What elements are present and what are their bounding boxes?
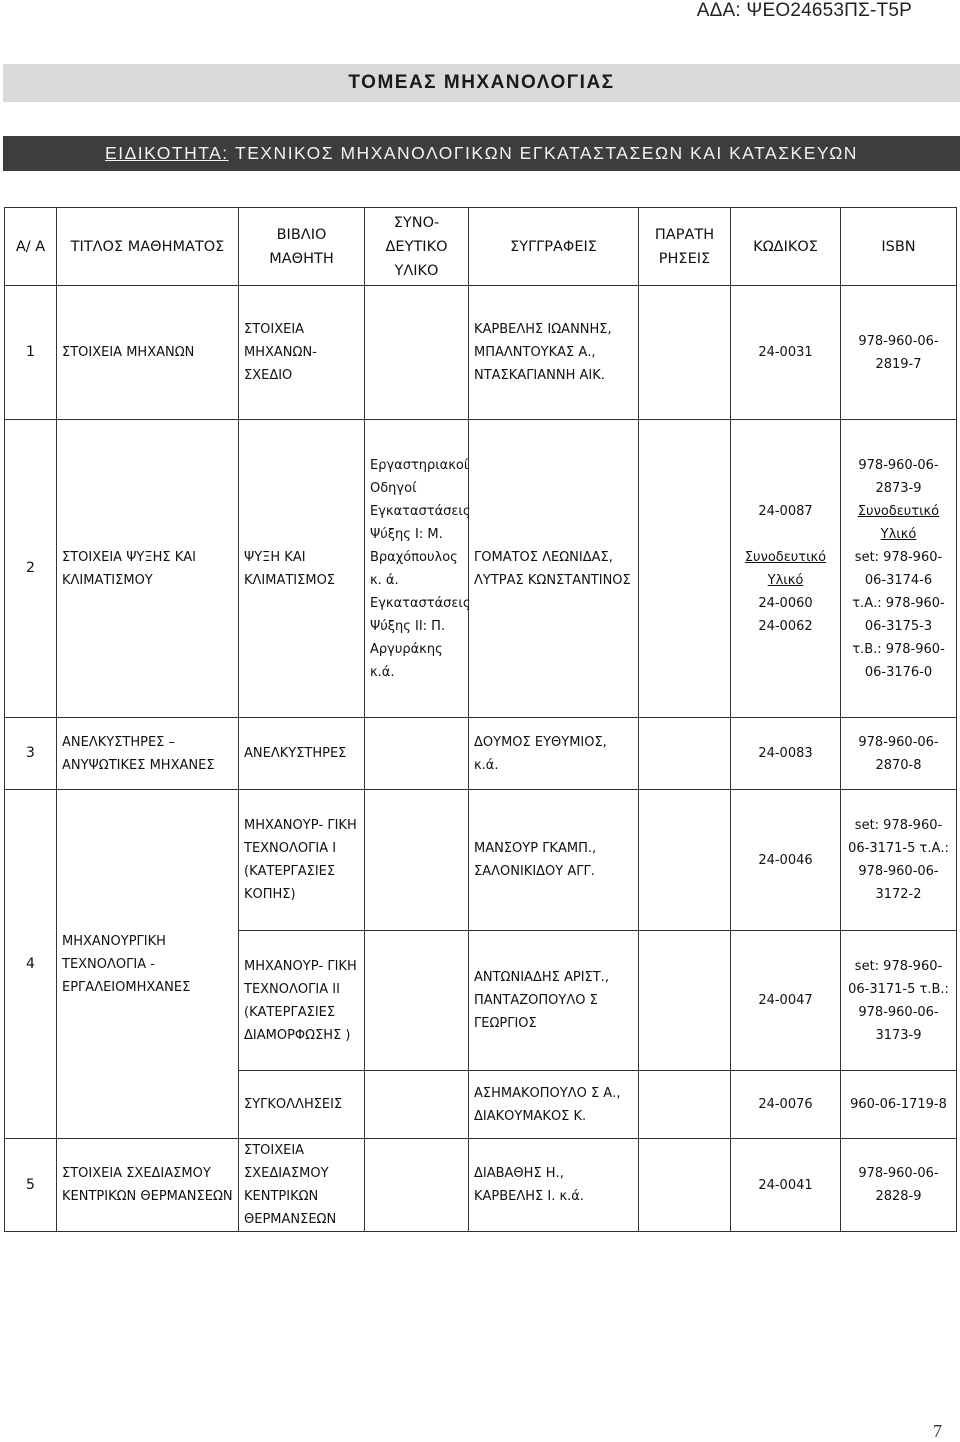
specialty-name: ΤΕΧΝΙΚΟΣ ΜΗΧΑΝΟΛΟΓΙΚΩΝ ΕΓΚΑΤΑΣΤΑΣΕΩΝ ΚΑΙ ΚΑΤΑΣΚΕΥΩΝ xyxy=(235,143,858,163)
table-row xyxy=(5,1139,957,1232)
row-notes xyxy=(639,286,731,420)
row-notes xyxy=(639,1071,731,1139)
row-aa: 2 xyxy=(5,420,57,718)
row-authors: ΔΟΥΜΟΣ ΕΥΘΥΜΙΟΣ, κ.ά. xyxy=(469,718,639,790)
row-code: 24-0046 xyxy=(731,790,841,931)
row-isbn: set: 978-960-06-3171-5 τ.Β.: 978-960-06-3173-9 xyxy=(841,931,957,1071)
row-authors: ΓΟΜΑΤΟΣ ΛΕΩΝΙΔΑΣ, ΛΥΤΡΑΣ ΚΩΝΣΤΑΝΤΙΝΟΣ xyxy=(469,420,639,718)
row-code: 24-0083 xyxy=(731,718,841,790)
row-notes xyxy=(639,1139,731,1232)
row-isbn: set: 978-960-06-3171-5 τ.Α.: 978-960-06-3172-2 xyxy=(841,790,957,931)
row-code: 24-0031 xyxy=(731,286,841,420)
sector-title-bar xyxy=(3,64,960,102)
row-aa: 3 xyxy=(5,718,57,790)
row-notes xyxy=(639,718,731,790)
row-supp xyxy=(365,1071,469,1139)
col-header-supp: ΣΥΝΟ- ΔΕΥΤΙΚΟ ΥΛΙΚΟ xyxy=(365,208,469,286)
row-authors: ΑΝΤΩΝΙΑΔΗΣ ΑΡΙΣΤ., ΠΑΝΤΑΖΟΠΟΥΛΟ Σ ΓΕΩΡΓΙΟΣ xyxy=(469,931,639,1071)
col-header-title: ΤΙΤΛΟΣ ΜΑΘΗΜΑΤΟΣ xyxy=(57,208,239,286)
row-title: ΑΝΕΛΚΥΣΤΗΡΕΣ – ΑΝΥΨΩΤΙΚΕΣ ΜΗΧΑΝΕΣ xyxy=(57,718,239,790)
row-notes xyxy=(639,420,731,718)
code-supp-label: Συνοδευτικό Υλικό xyxy=(744,549,827,588)
row-title: ΣΤΟΙΧΕΙΑ ΨΥΞΗΣ ΚΑΙ ΚΛΙΜΑΤΙΣΜΟΥ xyxy=(57,420,239,718)
row-notes xyxy=(639,790,731,931)
sector-title: ΤΟΜΕΑΣ ΜΗΧΑΝΟΛΟΓΙΑΣ xyxy=(348,72,615,93)
row-code: 24-0076 xyxy=(731,1071,841,1139)
table-row xyxy=(5,790,957,931)
row-aa: 1 xyxy=(5,286,57,420)
page-number: 7 xyxy=(933,1421,942,1441)
table-row xyxy=(5,286,957,420)
isbn-vol-b: τ.Β.: 978-960-06-3176-0 xyxy=(852,641,945,680)
row-supp xyxy=(365,790,469,931)
row-isbn: 978-960-06-2828-9 xyxy=(841,1139,957,1232)
row-supp xyxy=(365,931,469,1071)
row-code: 24-0041 xyxy=(731,1139,841,1232)
row-supp xyxy=(365,286,469,420)
table-row xyxy=(5,420,957,718)
col-header-aa: Α/ Α xyxy=(5,208,57,286)
row-supp xyxy=(365,1139,469,1232)
row-isbn: 960-06-1719-8 xyxy=(841,1071,957,1139)
row-title: ΣΤΟΙΧΕΙΑ ΜΗΧΑΝΩΝ xyxy=(57,286,239,420)
row-title: ΣΤΟΙΧΕΙΑ ΣΧΕΔΙΑΣΜΟΥ ΚΕΝΤΡΙΚΩΝ ΘΕΡΜΑΝΣΕΩΝ xyxy=(57,1139,239,1232)
row-isbn: 978-960-06-2870-8 xyxy=(841,718,957,790)
col-header-isbn: ISBN xyxy=(841,208,957,286)
row-aa: 4 xyxy=(5,790,57,1139)
col-header-code: ΚΩΔΙΚΟΣ xyxy=(731,208,841,286)
row-book: ΣΤΟΙΧΕΙΑ ΜΗΧΑΝΩΝ- ΣΧΕΔΙΟ xyxy=(239,286,365,420)
row-code xyxy=(731,420,841,718)
isbn-main: 978-960-06-2873-9 xyxy=(858,457,939,496)
row-isbn: 978-960-06-2819-7 xyxy=(841,286,957,420)
isbn-supp-label: Συνοδευτικό Υλικό xyxy=(857,503,940,542)
row-isbn xyxy=(841,420,957,718)
table-header-row xyxy=(5,208,957,286)
row-authors: ΚΑΡΒΕΛΗΣ ΙΩΑΝΝΗΣ, ΜΠΑΛΝΤΟΥΚΑΣ Α., ΝΤΑΣΚΑΓΙΑΝΝΗ ΑΙΚ. xyxy=(469,286,639,420)
row-book: ΜΗΧΑΝΟΥΡ- ΓΙΚΗ ΤΕΧΝΟΛΟΓΙΑ Ι (ΚΑΤΕΡΓΑΣΙΕΣ ΚΟΠΗΣ) xyxy=(239,790,365,931)
specialty-bar xyxy=(3,136,960,171)
code-main: 24-0087 xyxy=(758,503,813,519)
table-row xyxy=(5,718,957,790)
row-book: ΣΤΟΙΧΕΙΑ ΣΧΕΔΙΑΣΜΟΥ ΚΕΝΤΡΙΚΩΝ ΘΕΡΜΑΝΣΕΩΝ xyxy=(239,1139,365,1232)
row-authors: ΜΑΝΣΟΥΡ ΓΚΑΜΠ., ΣΑΛΟΝΙΚΙΔΟΥ ΑΓΓ. xyxy=(469,790,639,931)
row-title: ΜΗΧΑΝΟΥΡΓΙΚΗ ΤΕΧΝΟΛΟΓΙΑ - ΕΡΓΑΛΕΙΟΜΗΧΑΝΕΣ xyxy=(57,790,239,1139)
ada-code: ΑΔΑ: ΨΕΟ24653ΠΣ-Τ5Ρ xyxy=(696,0,912,21)
row-authors: ΑΣΗΜΑΚΟΠΟΥΛΟ Σ Α., ΔΙΑΚΟΥΜΑΚΟΣ Κ. xyxy=(469,1071,639,1139)
row-book: ΣΥΓΚΟΛΛΗΣΕΙΣ xyxy=(239,1071,365,1139)
specialty-label: ΕΙΔΙΚΟΤΗΤΑ: xyxy=(105,143,229,163)
row-book: ΜΗΧΑΝΟΥΡ- ΓΙΚΗ ΤΕΧΝΟΛΟΓΙΑ ΙΙ (ΚΑΤΕΡΓΑΣΙΕΣ ΔΙΑΜΟΡΦΩΣΗΣ ) xyxy=(239,931,365,1071)
row-aa: 5 xyxy=(5,1139,57,1232)
row-book: ΨΥΞΗ ΚΑΙ ΚΛΙΜΑΤΙΣΜΟΣ xyxy=(239,420,365,718)
isbn-set: set: 978-960-06-3174-6 xyxy=(854,549,943,588)
col-header-book: ΒΙΒΛΙΟ ΜΑΘΗΤΗ xyxy=(239,208,365,286)
row-code: 24-0047 xyxy=(731,931,841,1071)
row-authors: ΔΙΑΒΑΘΗΣ Η., ΚΑΡΒΕΛΗΣ Ι. κ.ά. xyxy=(469,1139,639,1232)
row-book: ΑΝΕΛΚΥΣΤΗΡΕΣ xyxy=(239,718,365,790)
row-supp: Εργαστηριακοί Οδηγοί Εγκαταστάσεις Ψύξης Ι: Μ. Βραχόπουλος κ. ά. Εγκαταστάσεις Ψύξης ΙΙ: Π. Αργυράκης κ.ά. xyxy=(365,420,469,718)
row-supp xyxy=(365,718,469,790)
col-header-authors: ΣΥΓΓΡΑΦΕΙΣ xyxy=(469,208,639,286)
row-notes xyxy=(639,931,731,1071)
code-supp-1: 24-0060 xyxy=(758,595,813,611)
courses-table xyxy=(4,207,957,1232)
code-supp-2: 24-0062 xyxy=(758,618,813,634)
col-header-notes: ΠΑΡΑΤΗ ΡΗΣΕΙΣ xyxy=(639,208,731,286)
isbn-vol-a: τ.Α.: 978-960-06-3175-3 xyxy=(852,595,945,634)
